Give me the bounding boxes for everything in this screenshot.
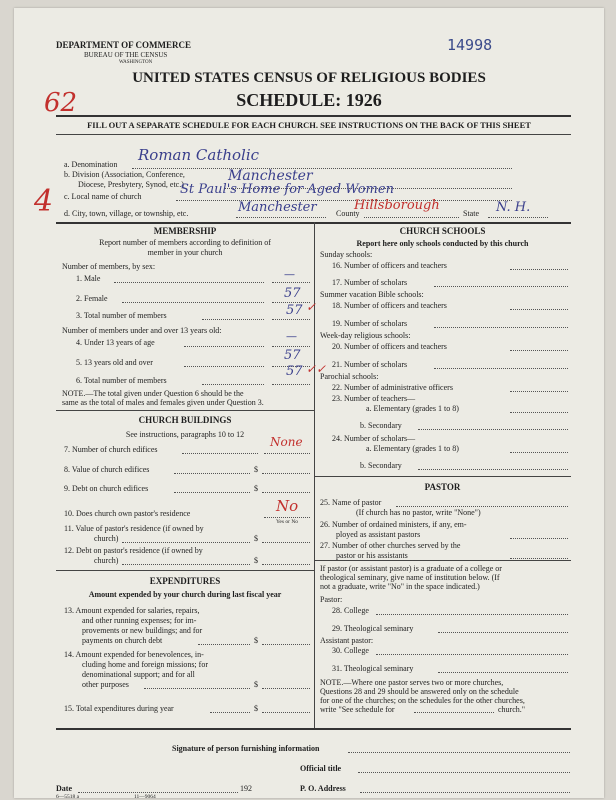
q13-label: 13. Amount expended for salaries, repairs, [64,606,200,615]
q5-value[interactable]: 57 [284,348,301,363]
q14-dollar-sign: $ [254,680,258,689]
q31-label: 31. Theological seminary [332,664,414,673]
q20-label: 20. Number of officers and teachers [332,342,447,351]
form-title: UNITED STATES CENSUS OF RELIGIOUS BODIES [132,70,486,86]
q15-dollar-sign: $ [254,704,258,713]
q23b-line [418,429,568,430]
q25-label: 25. Name of pastor [320,498,382,507]
q25-hint: (If church has no pastor, write "None") [356,508,481,517]
q4-label: 4. Under 13 years of age [76,338,155,347]
q5-label: 5. 13 years old and over [76,358,153,367]
q21-line [434,368,568,369]
membership-intro: Report number of members according to definition of [99,238,271,247]
q23a-label: a. Elementary (grades 1 to 8) [366,404,459,413]
instruction-rule [56,134,571,135]
q24-label: 24. Number of scholars— [332,434,416,443]
bureau-city: WASHINGTON [119,60,153,65]
membership-heading: MEMBERSHIP [153,226,217,236]
schools-heading: CHURCH SCHOOLS [399,226,486,236]
q11-label: 11. Value of pastor's residence (if owned by [64,524,204,533]
buildings-bottom-rule [56,570,314,571]
pastor-note-4: write "See schedule for [320,705,395,714]
state-label: State [463,209,479,218]
q3-leader [202,319,264,320]
q12-dollar-sign: $ [254,556,258,565]
handwritten-margin-number: 62 [44,88,78,118]
q13-line [262,644,310,645]
q16-label: 16. Number of officers and teachers [332,261,447,270]
section-rule-bottom [56,728,571,730]
q9-dollar-sign: $ [254,484,258,493]
q11-line [262,542,310,543]
q19-line [434,327,568,328]
pastor-note: NOTE.—Where one pastor serves two or more churches, [320,678,504,687]
department-name: DEPARTMENT OF COMMERCE [56,40,192,50]
pastor-note-2: Questions 28 and 29 should be answered only on the schedule [320,687,519,696]
assistant-pastor-subheading: Assistant pastor: [320,636,374,645]
q24b-label: b. Secondary [360,461,402,470]
q4-leader [184,346,264,347]
q27-line [510,558,568,559]
graduate-instruction-3: not a graduate, write "No" in the space indicated.) [320,582,480,591]
q10-hint: Yes or No [276,519,299,525]
q11-leader [122,542,250,543]
q30-label: 30. College [332,646,369,655]
county-value[interactable]: Hillsborough [354,198,440,213]
po-address-line [360,792,570,793]
q3-label: 3. Total number of members [76,311,167,320]
membership-note: NOTE.—The total given under Question 6 should be the [62,389,244,398]
q14-label: 14. Amount expended for benevolences, in- [64,650,204,659]
q7-leader [182,453,258,454]
graduate-instruction: If pastor (or assistant pastor) is a graduate of a college or [320,564,502,573]
q2-value[interactable]: 57 [284,286,301,301]
q18-line [510,309,568,310]
church-name-value[interactable]: St Paul's Home for Aged Women [180,182,394,197]
q3-value[interactable]: 57 [286,303,303,318]
q4-value[interactable]: — [286,330,297,343]
expenditures-subheading: Amount expended by your church during last fiscal year [88,590,282,599]
q15-leader [210,712,250,713]
q2-leader [122,302,264,303]
q22-line [510,391,568,392]
handwritten-margin-mark: 4 [34,184,54,219]
schools-intro: Report here only schools conducted by this church [356,239,529,248]
bureau-name: BUREAU OF THE CENSUS [84,51,168,59]
q7-label: 7. Number of church edifices [64,445,158,454]
serial-number: 14998 [447,36,493,54]
q13-dollar-sign: $ [254,636,258,645]
q4-line [272,346,310,347]
q15-label: 15. Total expenditures during year [64,704,174,713]
division-value[interactable]: Manchester [228,168,313,184]
schools-bottom-rule [314,476,571,477]
fill-instruction: FILL OUT A SEPARATE SCHEDULE FOR EACH CHURCH. SEE INSTRUCTIONS ON THE BACK OF THIS SHEET [87,120,531,130]
state-value[interactable]: N. H. [496,200,531,215]
date-year: 192 [240,784,252,793]
q21-label: 21. Number of scholars [332,360,408,369]
date-label: Date [56,784,72,793]
q14-label-2: cluding home and foreign missions; for [82,660,208,669]
division-label: b. Division (Association, Conference, [64,170,185,179]
q9-line [262,492,310,493]
q27-label-2: pastor or his assistants [336,551,408,560]
denomination-line [132,168,512,169]
q6-line [272,384,310,385]
q1-label: 1. Male [76,274,101,283]
weekday-schools-heading: Week-day religious schools: [320,331,411,340]
q14-label-3: denominational support; and for all [82,670,195,679]
church-name-label: c. Local name of church [64,192,142,201]
q10-line [264,517,310,518]
q12-label: 12. Debt on pastor's residence (if owned by [64,546,203,555]
q24a-line [510,452,568,453]
q31-line [438,672,568,673]
q26-line [510,538,568,539]
q11-label-2: church) [94,534,119,543]
q25-line [396,506,568,507]
pastor-heading: PASTOR [424,482,461,492]
signature-line [348,752,570,753]
q12-leader [122,564,250,565]
q13-label-2: and other running expenses; for im- [82,616,197,625]
city-value[interactable]: Manchester [238,200,317,215]
q23a-line [510,412,568,413]
denomination-label: a. Denomination [64,160,118,169]
q7-value[interactable]: None [270,435,303,449]
q12-label-2: church) [94,556,119,565]
q19-label: 19. Number of scholars [332,319,408,328]
pastor-note-3: for one of the churches; on the schedules for the other churches, [320,696,525,705]
pastor-subheading: Pastor: [320,595,343,604]
q20-line [510,350,568,351]
summer-schools-heading: Summer vacation Bible schools: [320,290,424,299]
q23b-label: b. Secondary [360,421,402,430]
q13-label-4: payments on church debt [82,636,163,645]
denomination-value[interactable]: Roman Catholic [138,146,260,164]
sunday-schools-heading: Sunday schools: [320,250,373,259]
q10-value[interactable]: No [276,497,299,515]
q7-line [264,453,310,454]
state-line [488,217,548,218]
q24a-label: a. Elementary (grades 1 to 8) [366,444,459,453]
county-line [364,217,459,218]
q22-label: 22. Number of administrative officers [332,383,453,392]
q17-label: 17. Number of scholars [332,278,408,287]
pastor-note-5: church." [498,705,526,714]
church-name-line [176,200,512,201]
expenditures-heading: EXPENDITURES [149,576,221,586]
signature-label: Signature of person furnishing information [172,744,320,753]
q8-label: 8. Value of church edifices [64,465,150,474]
q13-label-3: provements or new buildings; and for [82,626,203,635]
county-label: County [336,209,360,218]
q3-check-mark: ✓ [306,300,317,314]
q8-leader [174,473,250,474]
q6-value[interactable]: 57 [286,364,303,379]
q8-dollar-sign: $ [254,465,258,474]
pastor-divider-rule [314,560,571,561]
q14-label-4: other purposes [82,680,129,689]
membership-note-2: same as the total of males and females given under Question 3. [62,398,264,407]
q6-leader [202,384,264,385]
q28-line [376,614,568,615]
form-number: 6—5518 a [56,794,80,800]
header-rule [56,115,571,117]
q16-line [510,269,568,270]
buildings-subheading: See instructions, paragraphs 10 to 12 [125,430,245,439]
official-title-line [358,772,570,773]
print-number: 11—9064 [134,794,156,800]
q1-leader [114,282,264,283]
q8-line [262,473,310,474]
q14-leader [144,688,250,689]
q1-line [272,282,310,283]
q30-line [376,654,568,655]
q1-value[interactable]: — [284,268,295,281]
members-by-age-heading: Number of members under and over 13 years old: [62,326,222,335]
pastor-note-blank [414,712,494,713]
city-label: d. City, town, village, or township, etc. [64,209,189,218]
membership-bottom-rule [56,410,314,411]
membership-intro-2: member in your church [147,248,223,257]
census-schedule-sheet [14,8,604,798]
q29-label: 29. Theological seminary [332,624,414,633]
q14-line [262,688,310,689]
buildings-heading: CHURCH BUILDINGS [138,415,232,425]
members-by-sex-heading: Number of members, by sex: [62,262,156,271]
q17-line [434,286,568,287]
column-divider [314,222,315,728]
q26-label: 26. Number of ordained ministers, if any, em- [320,520,467,529]
q15-line [262,712,310,713]
city-line [236,217,326,218]
q13-leader [198,644,250,645]
q9-label: 9. Debt on church edifices [64,484,149,493]
q23-label: 23. Number of teachers— [332,394,416,403]
q3-line [272,319,310,320]
schedule-title: SCHEDULE: 1926 [236,90,382,110]
q24b-line [418,469,568,470]
division-label-2: Diocese, Presbytery, Synod, etc.) [78,180,184,189]
q28-label: 28. College [332,606,369,615]
q18-label: 18. Number of officers and teachers [332,301,447,310]
q27-label: 27. Number of other churches served by the [320,541,461,550]
q5-leader [184,366,264,367]
parochial-schools-heading: Parochial schools: [320,372,379,381]
q6-check-mark: ✓✓ [306,362,327,376]
q26-label-2: ployed as assistant pastors [336,530,421,539]
q12-line [262,564,310,565]
q6-label: 6. Total number of members [76,376,167,385]
q29-line [438,632,568,633]
official-title-label: Official title [300,764,342,773]
po-address-label: P. O. Address [300,784,346,793]
q10-label: 10. Does church own pastor's residence [64,509,191,518]
q9-leader [174,492,250,493]
q11-dollar-sign: $ [254,534,258,543]
q2-label: 2. Female [76,294,108,303]
date-line [78,792,238,793]
graduate-instruction-2: theological seminary, give name of institution below. (If [320,573,500,582]
